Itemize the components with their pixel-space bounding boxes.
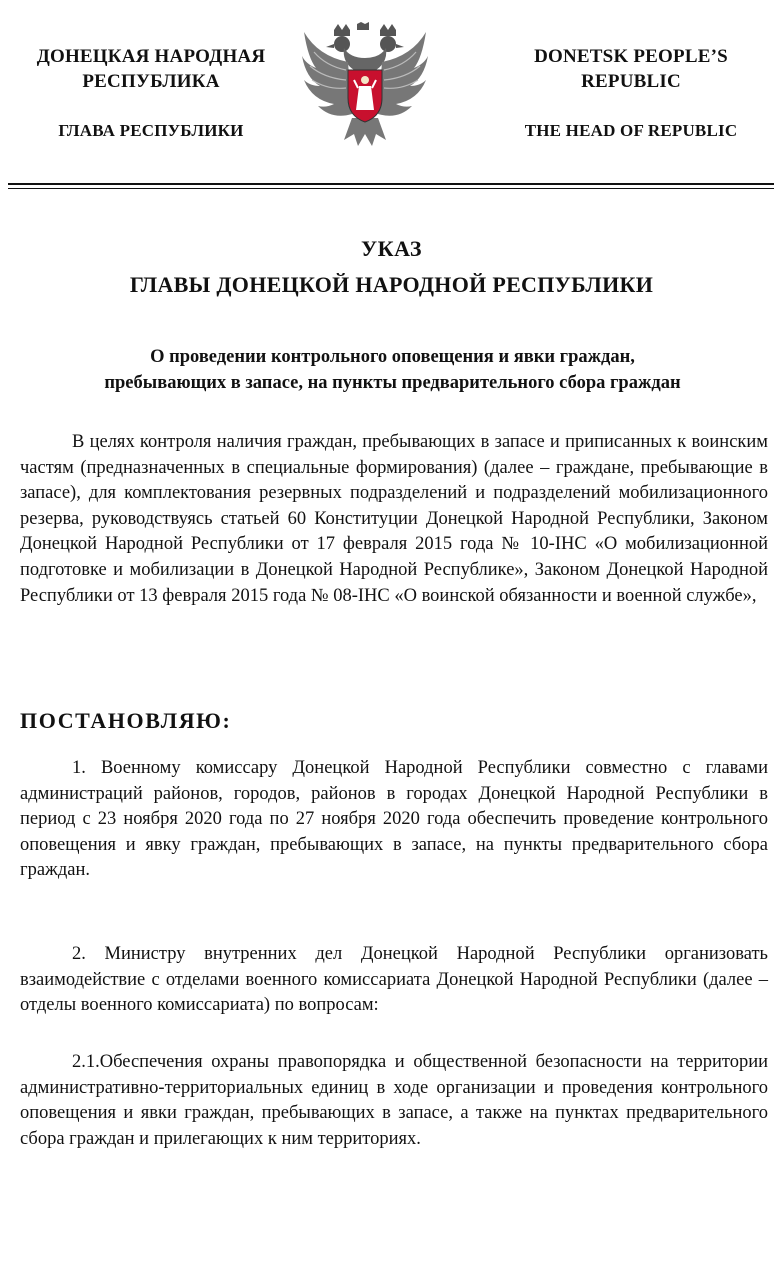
header-rule-thick bbox=[8, 183, 774, 185]
document-issuer-title: ГЛАВЫ ДОНЕЦКОЙ НАРОДНОЙ РЕСПУБЛИКИ bbox=[129, 272, 654, 297]
paragraph-1: 1. Военному комиссару Донецкой Народной Республики совместно с главами администраций районов, городов, районов в городах Донецкой Народной Республики в период с 23 ноября 2020 года по 27 ноября 2020 года обеспечить проведение контрольного оповещения и явку граждан, пребывающих в запасе, на пункты предварительного сбора граждан. bbox=[20, 758, 768, 881]
letterhead-right-line2: REPUBLIC bbox=[581, 71, 681, 92]
paragraph-2-1: 2.1.Обеспечения охраны правопорядка и общественной безопасности на территории административно-территориальных единиц в ходе организации и проведения контрольного оповещения и явки граждан, пребывающих в запасе, а также на пунктах предварительного сбора граждан и прилегающих к ним территориях. bbox=[20, 1052, 768, 1149]
document-type-title: УКАЗ bbox=[360, 236, 423, 261]
letterhead-right bbox=[486, 44, 776, 143]
letterhead-left-line1: ДОНЕЦКАЯ НАРОДНАЯ bbox=[36, 46, 266, 67]
letterhead-left-line2: РЕСПУБЛИКА bbox=[82, 71, 220, 92]
letterhead-right-line1: DONETSK PEOPLE’S bbox=[534, 46, 728, 67]
decree-word: ПОСТАНОВЛЯЮ: bbox=[20, 708, 232, 733]
subject-line2: пребывающих в запасе, на пункты предварительного сбора граждан bbox=[104, 373, 681, 393]
subject-line1: О проведении контрольного оповещения и явки граждан, bbox=[150, 347, 635, 367]
preamble-paragraph: В целях контроля наличия граждан, пребывающих в запасе и приписанных к воинским частям (предназначенных в специальные формирования) (далее – граждане, пребывающие в запасе), для комплектования резервных подразделений и подразделений мобилизационного резерва, руководствуясь статьей 60 Конституции Донецкой Народной Республики, Законом Донецкой Народной Республики от 17 февраля 2015 года № 10-IНС «О мобилизационной подготовке и мобилизации в Донецкой Народной Республике», Законом Донецкой Народной Республики от 13 февраля 2015 года № 08-IНС «О воинской обязанности и военной службе», bbox=[20, 432, 768, 606]
letterhead-left-subtitle: ГЛАВА РЕСПУБЛИКИ bbox=[58, 121, 244, 140]
letterhead-left bbox=[6, 44, 296, 143]
letterhead-right-subtitle: THE HEAD OF REPUBLIC bbox=[524, 121, 738, 140]
paragraph-2: 2. Министру внутренних дел Донецкой Народной Республики организовать взаимодействие с отделами военного комиссариата Донецкой Народной Республики (далее – отделы военного комиссариата) по вопросам: bbox=[20, 944, 768, 1016]
document-subject bbox=[20, 344, 765, 396]
header-rule-thin bbox=[8, 188, 774, 189]
double-headed-eagle-coat-of-arms-icon bbox=[300, 22, 430, 152]
